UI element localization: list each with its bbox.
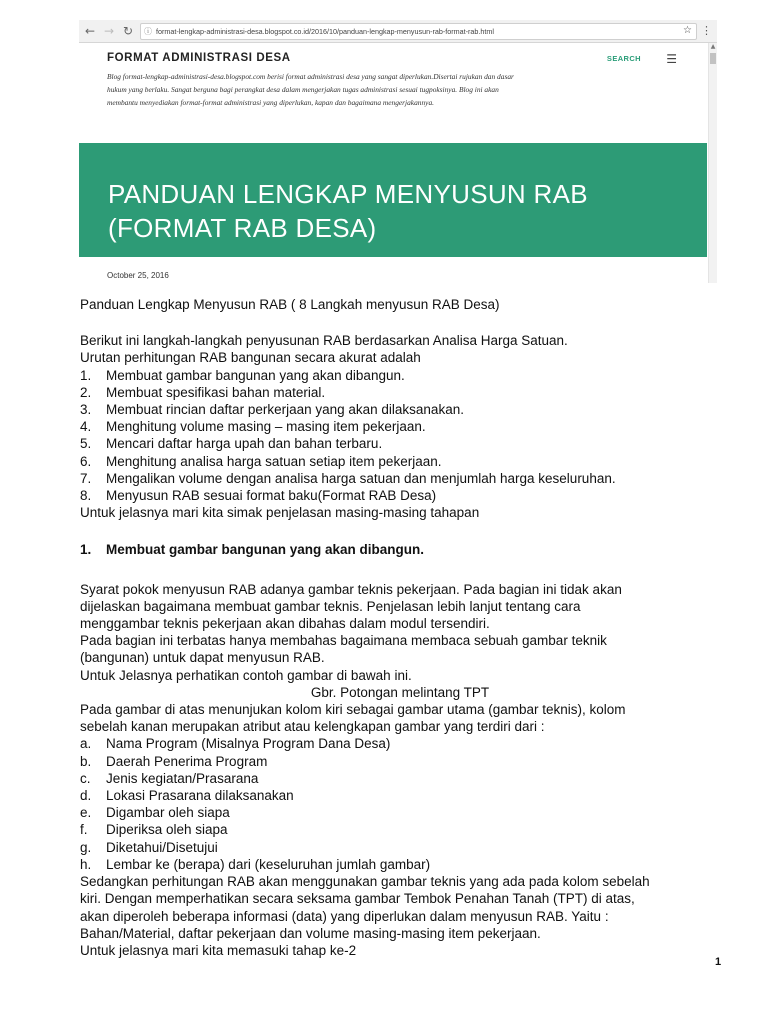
- page-number: 1: [715, 956, 722, 968]
- list-number: 4.: [80, 419, 92, 435]
- list-item: [80, 487, 720, 504]
- list-letter: g.: [80, 839, 92, 855]
- list-item: [80, 470, 720, 487]
- intro-line: Urutan perhitungan RAB bangunan secara akurat adalah: [80, 350, 421, 366]
- list-text: Diketahui/Disetujui: [106, 839, 218, 855]
- browser-toolbar: [79, 20, 717, 43]
- section-number: 1.: [80, 542, 92, 558]
- list-text: Membuat gambar bangunan yang akan dibangun.: [106, 367, 405, 383]
- paragraph-line: Syarat pokok menyusun RAB adanya gambar teknis pekerjaan. Pada bagian ini tidak akan: [80, 581, 622, 597]
- list-text: Menghitung analisa harga satuan setiap item pekerjaan.: [106, 453, 442, 469]
- paragraph-line: Pada gambar di atas menunjukan kolom kiri sebagai gambar utama (gambar teknis), kolom: [80, 702, 626, 718]
- embedded-browser-screenshot: [79, 20, 717, 283]
- list-letter: b.: [80, 753, 92, 769]
- list-text: Digambar oleh siapa: [106, 805, 230, 821]
- list-item: [80, 787, 720, 804]
- list-letter: d.: [80, 788, 92, 804]
- scrollbar-thumb[interactable]: [710, 53, 716, 64]
- list-item: [80, 804, 720, 821]
- list-item: [80, 821, 720, 838]
- post-date: October 25, 2016: [107, 271, 169, 280]
- list-item: [80, 856, 720, 873]
- paragraph-line: sebelah kanan merupakan atribut atau kelengkapan gambar yang terdiri dari :: [80, 719, 545, 735]
- banner-title: [108, 177, 688, 245]
- post-banner: [79, 143, 707, 257]
- site-description: Blog format-lengkap-administrasi-desa.blogspot.com berisi format administrasi desa yang sangat diperlukan.Disertai rujukan dan dasar hukum yang berlaku. Sangat berguna bagi perangkat desa dalam mengerjakan tugas administrasi sesuai tugpoksinya. Blog ini akan membantu menyediakan format-format administrasi yang diperlukan, kapan dan bagaimana mengerjakannya.: [107, 72, 514, 108]
- list-text: Mengalikan volume dengan analisa harga satuan dan menjumlah harga keseluruhan.: [106, 470, 616, 486]
- list-text: Mencari daftar harga upah dan bahan terbaru.: [106, 436, 383, 452]
- star-icon[interactable]: ☆: [683, 25, 692, 36]
- paragraph-line: kiri. Dengan memperhatikan secara seksama gambar Tembok Penahan Tanah (TPT) di atas,: [80, 891, 635, 907]
- list-text: Membuat rincian daftar perkerjaan yang akan dilaksanakan.: [106, 402, 464, 418]
- more-vert-icon[interactable]: ⋮: [701, 24, 712, 37]
- section-title: Membuat gambar bangunan yang akan dibangun.: [106, 542, 425, 558]
- banner-title-line: (FORMAT RAB DESA): [108, 213, 377, 243]
- list-number: 8.: [80, 488, 92, 504]
- info-icon[interactable]: ⓘ: [144, 27, 152, 36]
- reload-icon[interactable]: ↻: [122, 24, 134, 38]
- list-text: Daerah Penerima Program: [106, 753, 268, 769]
- paragraph-line: akan diperoleh beberapa informasi (data) yang diperlukan dalam menyusun RAB. Yaitu :: [80, 908, 609, 924]
- scrollbar[interactable]: [708, 43, 717, 283]
- paragraph-line: Pada bagian ini terbatas hanya membahas bagaimana membaca sebuah gambar teknik: [80, 633, 607, 649]
- figure-caption: Gbr. Potongan melintang TPT: [310, 684, 490, 700]
- paragraph-line: (bangunan) untuk dapat menyusun RAB.: [80, 650, 325, 666]
- list-item: [80, 367, 720, 384]
- arrow-right-icon[interactable]: →: [103, 24, 115, 38]
- list-item: [80, 401, 720, 418]
- list-number: 5.: [80, 436, 92, 452]
- intro-line: Berikut ini langkah-langkah penyusunan RAB berdasarkan Analisa Harga Satuan.: [80, 333, 568, 349]
- scroll-up-icon[interactable]: ▲: [710, 43, 716, 50]
- list-letter: a.: [80, 736, 92, 752]
- url-text: format-lengkap-administrasi-desa.blogspot.co.id/2016/10/panduan-lengkap-menyusun-rab-format-rab.html: [156, 27, 494, 36]
- list-text: Jenis kegiatan/Prasarana: [106, 770, 259, 786]
- list-item: [80, 453, 720, 470]
- list-item: [80, 384, 720, 401]
- list-number: 7.: [80, 470, 92, 486]
- list-letter: e.: [80, 805, 92, 821]
- outro-line: Untuk jelasnya mari kita simak penjelasan masing-masing tahapan: [80, 505, 480, 521]
- list-number: 1.: [80, 367, 92, 383]
- paragraph-line: Bahan/Material, daftar pekerjaan dan volume masing-masing item pekerjaan.: [80, 925, 541, 941]
- list-text: Menyusun RAB sesuai format baku(Format RAB Desa): [106, 488, 437, 504]
- search-link[interactable]: SEARCH: [606, 54, 641, 63]
- list-text: Lokasi Prasarana dilaksanakan: [106, 788, 294, 804]
- list-item: [80, 735, 720, 752]
- list-number: 2.: [80, 384, 92, 400]
- document-heading: Panduan Lengkap Menyusun RAB ( 8 Langkah menyusun RAB Desa): [80, 297, 500, 312]
- list-number: 6.: [80, 453, 92, 469]
- list-item: [80, 435, 720, 452]
- list-letter: c.: [80, 770, 91, 786]
- list-text: Lembar ke (berapa) dari (keseluruhan jumlah gambar): [106, 856, 431, 872]
- list-item: [80, 753, 720, 770]
- section-heading: [80, 541, 720, 558]
- address-bar[interactable]: [140, 23, 697, 40]
- arrow-left-icon[interactable]: ←: [84, 24, 96, 38]
- document-body: [80, 296, 720, 959]
- steps-list: [80, 367, 720, 505]
- paragraph-line: menggambar teknis pekerjaan akan dibahas dalam modul tersendiri.: [80, 616, 490, 632]
- banner-title-line: PANDUAN LENGKAP MENYUSUN RAB: [108, 179, 588, 209]
- list-letter: h.: [80, 856, 92, 872]
- site-title[interactable]: FORMAT ADMINISTRASI DESA: [107, 52, 291, 64]
- list-item: [80, 839, 720, 856]
- list-number: 3.: [80, 402, 92, 418]
- list-text: Membuat spesifikasi bahan material.: [106, 384, 326, 400]
- list-letter: f.: [80, 822, 88, 838]
- paragraph-line: Sedangkan perhitungan RAB akan menggunakan gambar teknis yang ada pada kolom sebelah: [80, 874, 650, 890]
- list-text: Menghitung volume masing – masing item pekerjaan.: [106, 419, 426, 435]
- list-item: [80, 770, 720, 787]
- list-item: [80, 418, 720, 435]
- site-header: [107, 52, 703, 64]
- hamburger-menu-icon[interactable]: ☰: [666, 52, 677, 66]
- paragraph-line: dijelaskan bagaimana membuat gambar teknis. Penjelasan lebih lanjut tentang cara: [80, 598, 581, 614]
- attributes-list: [80, 735, 720, 873]
- paragraph-line: Untuk Jelasnya perhatikan contoh gambar di bawah ini.: [80, 667, 412, 683]
- list-text: Diperiksa oleh siapa: [106, 822, 228, 838]
- paragraph-line: Untuk jelasnya mari kita memasuki tahap ke-2: [80, 942, 357, 958]
- list-text: Nama Program (Misalnya Program Dana Desa): [106, 736, 391, 752]
